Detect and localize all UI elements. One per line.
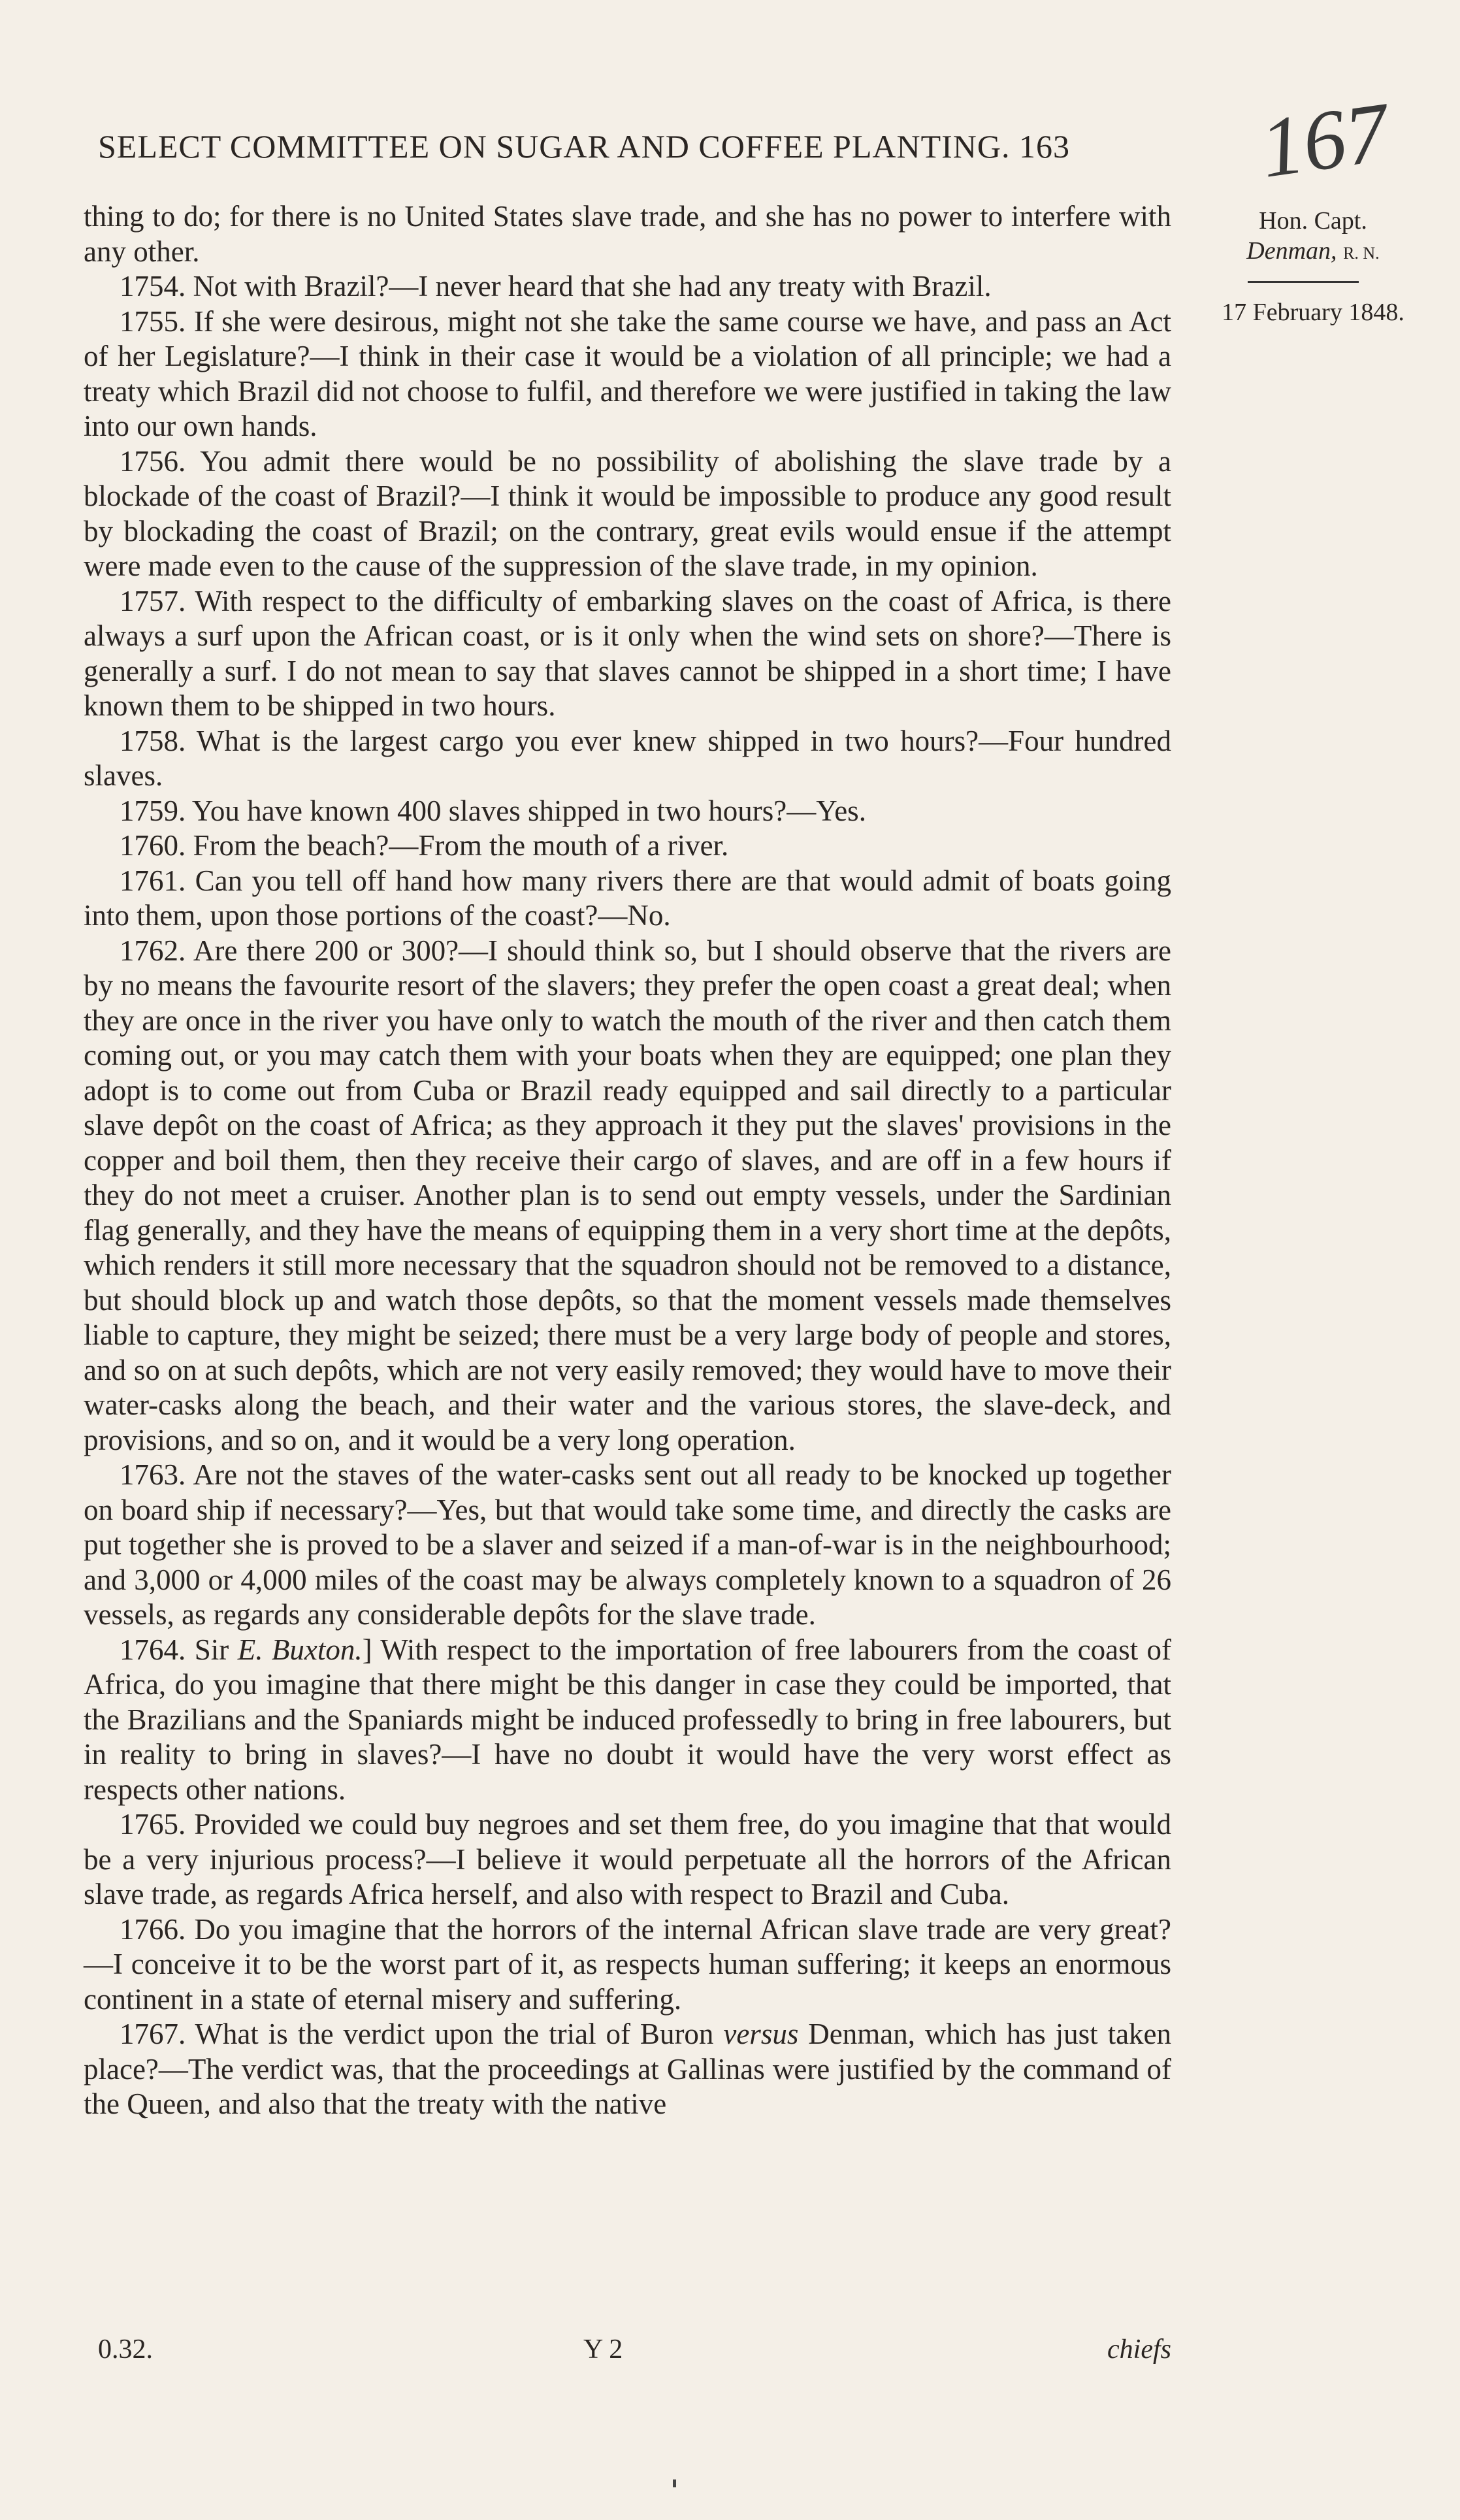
question-text: With respect to the difficulty of embarking slaves on the coast of Africa, is there always a surf upon the African coast, or is it only when the wind sets on shore?—There is generally a surf. I do not mean to say that slaves cannot be shipped in a short time; I have known them to be shipped in two hours. <box>84 584 1172 722</box>
question-text: Denman, which has just taken place?—The verdict was, that the proceedings at Gallinas were justified by the command of the Queen, and also that the treaty with the native <box>84 2018 1172 2120</box>
evidence-paragraph <box>84 1458 1171 1633</box>
evidence-body <box>84 199 1171 2122</box>
page-footer <box>84 2334 1171 2373</box>
question-text: Can you tell off hand how many rivers there are that would admit of boats going into them, upon those portions of the coast?—No. <box>84 864 1171 932</box>
question-number: 1763. <box>120 1458 186 1491</box>
evidence-paragraph <box>84 1633 1171 1808</box>
italic-term: versus <box>723 2018 799 2050</box>
evidence-paragraph <box>84 934 1171 1458</box>
evidence-paragraph <box>84 269 1171 304</box>
margin-witness-name <box>1202 206 1424 269</box>
handwritten-folio-number: 167 <box>1254 85 1395 196</box>
question-text: Are there 200 or 300?—I should think so, but I should observe that the rivers are by no means the favourite resort of the slavers; they prefer the open coast a great deal; when they are once in the river you have only to watch the mouth of the river and then catch them coming out, or you may catch them with your boats when they are equipped; one plan they adopt is to come out from Cuba or Brazil ready equipped and sail directly to a particular slave depôt on the coast of Africa; as they approach it they put the slaves' provisions in the copper and boil them, then they receive their cargo of slaves, and are off in a few hours if they do not meet a cruiser. Another plan is to send out empty vessels, under the Sardinian flag generally, and they have the means of equipping them in a very short time at the depôts, which renders it still more necessary that the squadron should not be removed to a distance, but should block up and watch those depôts, so that the moment vessels made themselves liable to capture, they might be seized; there must be a very large body of people and stores, and so on at such depôts, which are not very easily removed; they would have to move their water-casks along the beach, and their water and the various stores, the slave-deck, and provisions, and so on, and it would be a very long operation. <box>84 934 1171 1456</box>
question-number: 1762. <box>120 934 186 967</box>
footer-catchword: chiefs <box>1107 2334 1171 2365</box>
question-text: If she were desirous, might not she take the same course we have, and pass an Act of her Legislature?—I think in their case it would be a violation of all principle; we had a treaty which Brazil did not choose to fulfil, and therefore we were justified in taking the law into our own hands. <box>84 304 1171 442</box>
question-text: What is the largest cargo you ever knew shipped in two hours?—Four hundred slaves. <box>84 724 1172 792</box>
speaker-prefix: Sir <box>194 1633 238 1666</box>
evidence-paragraph <box>84 724 1171 794</box>
question-number: 1758. <box>120 724 186 757</box>
header-page-number: 163 <box>1019 128 1071 165</box>
question-number: 1754. <box>120 270 186 303</box>
question-number: 1765. <box>120 1808 186 1841</box>
question-number: 1755. <box>120 304 186 338</box>
question-number: 1766. <box>120 1912 186 1946</box>
witness-title: Hon. Capt. <box>1259 207 1367 235</box>
footer-signature-mark: Y 2 <box>583 2334 623 2365</box>
witness-surname: Denman, <box>1246 237 1337 265</box>
evidence-paragraph <box>84 864 1171 934</box>
question-text: With respect to the importation of free labourers from the coast of Africa, do you imagine that there might be this danger in case they could be imported, that the Brazilians and the Spaniards might be induced professedly to bring in free labourers, but in reality to bring in slaves?—I have no doubt it would have the very worst effect as respects other nations. <box>84 1633 1172 1806</box>
question-number: 1760. <box>120 829 186 862</box>
evidence-paragraph <box>84 2017 1171 2122</box>
evidence-paragraph <box>84 304 1171 444</box>
question-text: Are not the staves of the water-casks sent out all ready to be knocked up together on board ship if necessary?—Yes, but that would take some time, and directly the casks are put together she is proved to be a slaver and seized if a man-of-war is in the neighbourhood; and 3,000 or 4,000 miles of the coast may be always completely known to a squadron of 26 vessels, as regards any considerable depôts for the slave trade. <box>84 1458 1171 1631</box>
running-header <box>98 127 1176 165</box>
question-number: 1756. <box>120 444 186 478</box>
header-title: SELECT COMMITTEE ON SUGAR AND COFFEE PLANTING. <box>98 128 1011 165</box>
evidence-paragraph <box>84 1807 1171 1912</box>
question-text: Provided we could buy negroes and set them free, do you imagine that that would be a very injurious process?—I believe it would perpetuate all the horrors of the African slave trade, as regards Africa herself, and also with respect to Brazil and Cuba. <box>84 1808 1171 1910</box>
question-text: Do you imagine that the horrors of the internal African slave trade are very great?—I conceive it to be the worst part of it, as respects human suffering; it keeps an enormous continent in a state of eternal misery and suffering. <box>84 1912 1171 2016</box>
footer-signature: 0.32. <box>98 2334 153 2365</box>
question-text: thing to do; for there is no United States slave trade, and she has no power to interfere with any other. <box>84 200 1171 268</box>
question-text: You admit there would be no possibility of abolishing the slave trade by a blockade of the coast of Brazil?—I think it would be impossible to produce any good result by blockading the coast of Brazil; on the contrary, great evils would ensue if the attempt were made even to the cause of the suppression of the slave trade, in my opinion. <box>84 444 1171 582</box>
question-number: 1761. <box>120 864 186 897</box>
margin-rule <box>1248 281 1359 283</box>
evidence-paragraph <box>84 828 1171 864</box>
ink-mark <box>673 2479 676 2487</box>
evidence-paragraph <box>84 199 1171 269</box>
speaker-bracket: ] <box>362 1633 381 1666</box>
question-text-lead: What is the verdict upon the trial of Buron <box>195 2018 724 2050</box>
evidence-paragraph <box>84 584 1171 724</box>
question-number: 1767. <box>120 2018 186 2050</box>
witness-rank: R. N. <box>1343 244 1380 263</box>
evidence-paragraph <box>84 794 1171 829</box>
margin-date: 17 February 1848. <box>1222 299 1404 326</box>
evidence-paragraph <box>84 1912 1171 2018</box>
evidence-paragraph <box>84 444 1171 584</box>
question-number: 1759. <box>120 794 186 827</box>
question-number: 1757. <box>120 584 186 617</box>
question-text: From the beach?—From the mouth of a river. <box>193 829 729 862</box>
speaker-name: E. Buxton. <box>237 1633 363 1666</box>
question-text: Not with Brazil?—I never heard that she had any treaty with Brazil. <box>193 270 992 303</box>
question-text: You have known 400 slaves shipped in two hours?—Yes. <box>191 794 866 827</box>
question-number: 1764. <box>120 1633 186 1666</box>
